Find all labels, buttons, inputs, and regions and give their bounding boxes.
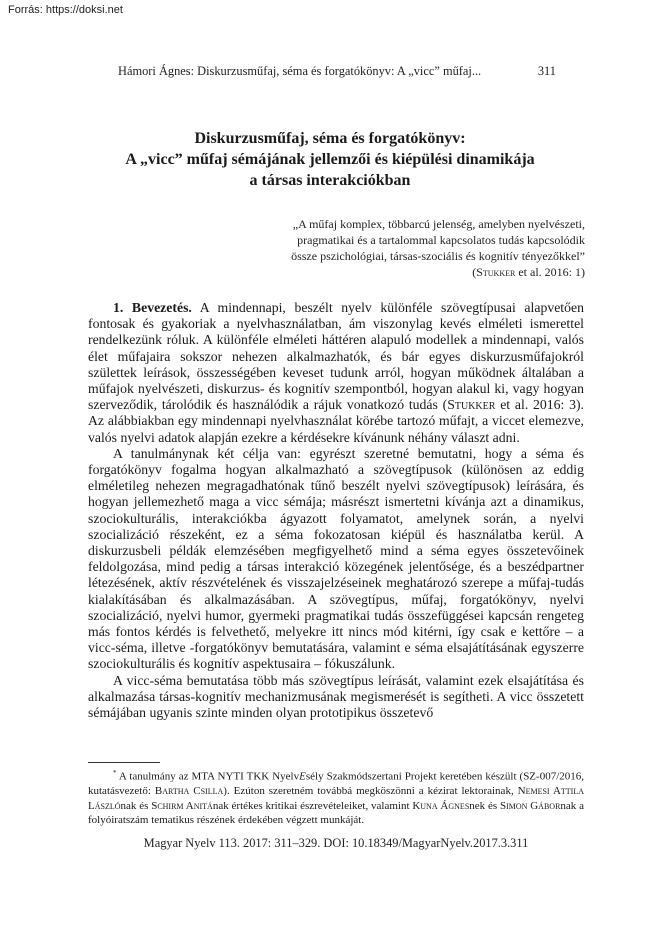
title-line-3: a társas interakciókban xyxy=(249,172,411,189)
article-title xyxy=(90,128,570,191)
main-text xyxy=(88,300,584,721)
paragraph-aims: A tanulmánynak két célja van: egyrészt szeretné bemutatni, hogy a séma és forgatókönyv fogalma hogyan alkalmazható a szövegtípusok (különösen az eddig elméletileg nehezen megragadhatónak tűnő beszélt nyelvi szövegtípusok) leírására, és hogyan jellemezhető maga a vicc sémája; másrészt ismertetni kívánja azt a dinamikus, szociokulturális, interakciókba ágyazott folyamatot, amelynek során, a nyelvi szocializáció részeként, ez a séma fokozatosan kiépül és használatba kerül. A diskurzusbeli példák elemzésében megfigyelhető mind a séma egyes összetevőinek feldolgozása, mind pedig a társas interakció közegének jelentősége, és a beszédpartner létezésének, aktív részvételének és visszajelzéseinek meghatározó szerepe a műfaj-tudás kialakításában és alkalmazásában. A szövegtípus, műfaj, forgatókönyv, nyelvi szocializáció, nyelvi humor, gyermeki pragmatikai tudás összefüggései kapcsán rengeteg más fontos kérdés is felvethető, melyekre itt nincs mód kitérni, így csak e kettőre – a vicc-séma, illetve -forgatókönyv bemutatására, valamint e séma elsajátításának egyszerre szociokulturális és kognitív aspektusaira – fókuszálunk. xyxy=(88,445,584,672)
epigraph-line-1: „A műfaj komplex, többarcú jelenség, amelyben nyelvészeti, xyxy=(292,217,585,231)
paragraph-schema: A vicc-séma bemutatása több más szövegtípus leírását, valamint ezek elsajátítása és alkalmazása társas-kognitív mechanizmusának megismerését is segítheti. A vicc összetett sémájában ugyanis szinte minden olyan prototipikus összetevő xyxy=(88,672,584,721)
epigraph-line-2: pragmatikai és a tartalommal kapcsolatos tudás kapcsolódik xyxy=(297,233,585,247)
running-title: Hámori Ágnes: Diskurzusműfaj, séma és forgatókönyv: A „vicc” műfaj... xyxy=(118,64,482,78)
running-header xyxy=(118,64,556,79)
title-line-2: A „vicc” műfaj sémájának jellemzői és kiépülési dinamikája xyxy=(125,151,535,168)
page-number: 311 xyxy=(537,64,556,78)
footnote: * A tanulmány az MTA NYTI TKK NyelvEsély Szakmódszertani Projekt keretében készült (SZ-007/2016, kutatásvezető: Bartha Csilla). Ezúton szeretném továbbá megköszönni a kézirat lektorainak, Nemesi Attila Lászlónak és Schirm Anitának értékes kritikai észrevételeiket, valamint Kuna Ágnesnek és Simon Gábornak a folyóiratszám tematikus részének érdekében végzett munkáját. xyxy=(88,769,585,827)
title-line-1: Diskurzusműfaj, séma és forgatókönyv: xyxy=(194,130,466,147)
epigraph-line-3: össze pszichológiai, társas-szociális és kognitív tényezőkkel” xyxy=(291,249,585,263)
source-watermark: Forrás: https://doksi.net xyxy=(8,4,123,16)
epigraph-citation: (Stukker et al. 2016: 1) xyxy=(472,265,585,279)
footnote-marker: * xyxy=(113,769,117,777)
journal-footer: Magyar Nyelv 113. 2017: 311–329. DOI: 10.18349/MagyarNyelv.2017.3.311 xyxy=(143,836,529,850)
epigraph xyxy=(210,216,585,280)
citation-author: Stukker xyxy=(476,265,516,279)
paragraph-introduction: 1. Bevezetés. A mindennapi, beszélt nyelv különféle szövegtípusai alapvetően fontosak és gyakoriak a nyelvhasználatban, ám viszonylag kevés elméleti ismerettel rendelkezünk róluk. A különféle elméleti háttéren alapuló modellek a mindennapi, valós élet műfajaira sokszor nehezen alkalmazhatók, és bár egyes diskurzusműfajokról születtek leírások, összességében keveset tudunk arról, hogyan működnek általában a műfajok nyelvészeti, diskurzus- és kognitív szempontból, hogyan alakul ki, vagy hogyan szerveződik, tárolódik és használódik a rájuk vonatkozó tudás (Stukker et al. 2016: 3). Az alábbiakban egy mindennapi nyelvhasználat körébe tartozó műfajt, a viccet elemezve, valós nyelvi adatok alapján ezekre a kérdésekre kívánunk néhány választ adni. xyxy=(88,300,584,445)
citation-author: Stukker xyxy=(447,397,496,413)
footnote-rule xyxy=(88,762,160,763)
section-heading: 1. Bevezetés. xyxy=(113,300,192,315)
